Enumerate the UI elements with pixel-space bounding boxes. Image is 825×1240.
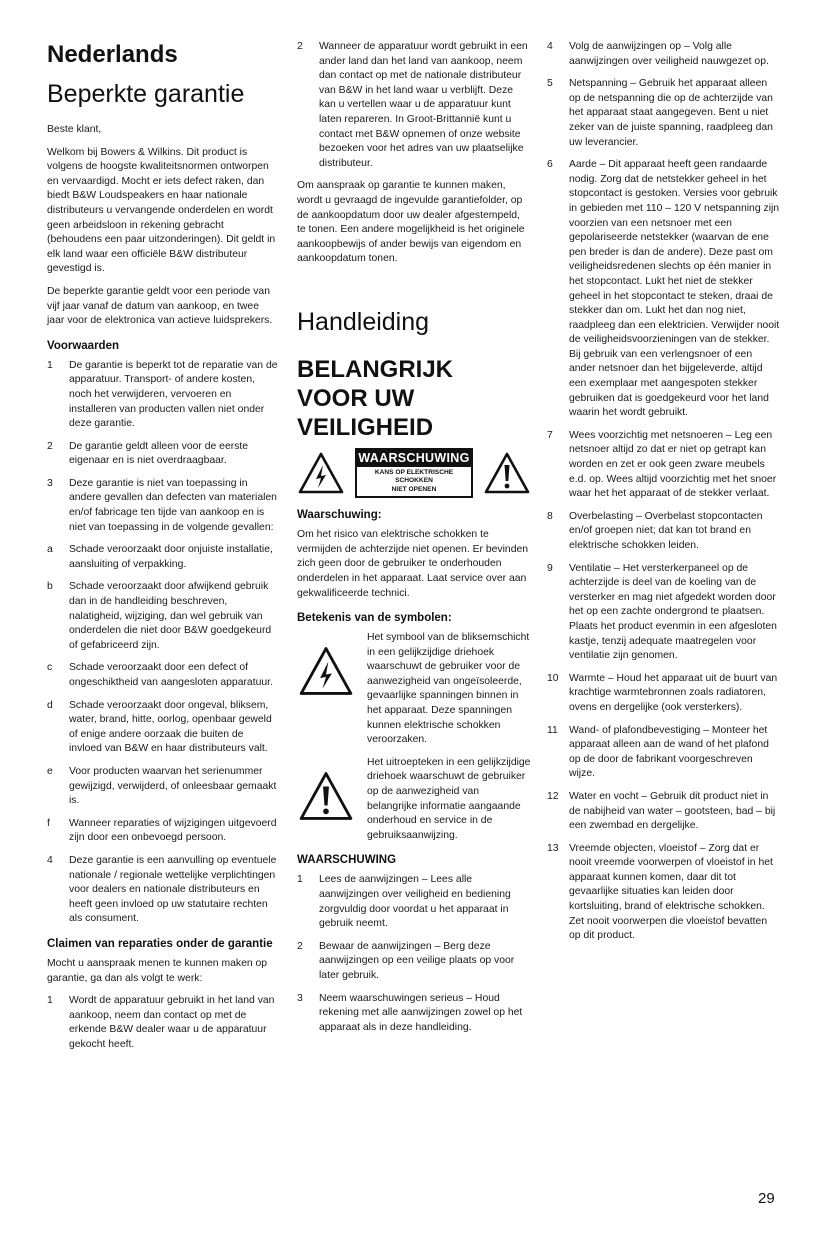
item-number: 3 [297, 992, 303, 1004]
symbol-exclaim-text: Het uitroepteken in een gelijkzijdige driehoek waarschuwt de gebruiker op de aanwezigheid van belangrijke informatie aangaande onderhoud en service in de gebruiksaanwijzing. [367, 756, 531, 841]
item-number: 4 [47, 854, 53, 866]
item-text: Overbelasting – Overbelast stopcontacten en/of groepen niet; dat kan tot brand en elektrische schokken leiden. [569, 510, 763, 551]
list-item [547, 790, 781, 834]
intro-paragraph: Welkom bij Bowers & Wilkins. Dit product is volgens de hoogste kwaliteitsnormen ontworpen en vervaardigd. Mocht er iets defect raken, dan biedt B&W Loudspeakers en haar nationale distributeurs u vervangende onderdelen en wordt geen arbeidsloon in rekening gebracht (behoudens een paar uitzonderingen). Dit geldt in elk land waar een officiële B&W distributeur gevestigd is. [47, 146, 276, 275]
item-text: De garantie geldt alleen voor de eerste eigenaar en is niet overdraagbaar. [69, 440, 249, 467]
warning-label-bottom [357, 467, 471, 496]
list-item [297, 40, 531, 171]
language-heading: Nederlands [47, 41, 178, 68]
warning-heading: Waarschuwing: [297, 509, 382, 522]
manual-title: Handleiding [297, 307, 430, 336]
item-number: 1 [297, 874, 303, 886]
item-number: 2 [47, 440, 53, 452]
caution-list [297, 873, 531, 1035]
item-number: 8 [547, 510, 553, 522]
warning-label-line: NIET OPENEN [391, 485, 437, 493]
item-number: b [47, 581, 53, 593]
safety-title-line: VOOR UW [297, 384, 415, 412]
list-item [47, 699, 279, 757]
list-item [547, 842, 781, 944]
warning-label-line: KANS OP ELEKTRISCHE SCHOKKEN [374, 468, 454, 485]
item-text: Ventilatie – Het versterkerpaneel op de achterzijde is deel van de koeling van de versterker en mag niet afgedekt worden door het op een zachte ondergrond te plaatsen. Plaats het product evenmin in een afgesloten kastje, tenzij adequate maatregelen voor ventilatie zijn genomen. [569, 562, 777, 662]
item-text: Wees voorzichtig met netsnoeren – Leg een netsnoer altijd zo dat er niet op getrapt kan worden en zet er ook geen zware meubels e.d. op. Wees altijd voorzichtig met het snoer waar het het apparaat of de stekker verlaat. [569, 429, 777, 500]
item-number: 4 [547, 41, 553, 52]
proof-paragraph: Om aanspraak op garantie te kunnen maken, wordt u gevraagd de ingevulde garantiefolder, op de aankoopdatum door uw dealer afgestempeld, te tonen. Een andere mogelijkheid is het originele aankoopbewijs of ander bewijs van eigendom en aankoopdatum tonen. [297, 180, 525, 265]
item-number: 2 [297, 940, 303, 952]
item-text: Wordt de apparatuur gebruikt in het land van aankoop, neem dan contact op met de erkende B&W dealer waar u de apparatuur gekocht heeft. [69, 995, 275, 1050]
item-number: c [47, 662, 53, 674]
item-number: 6 [547, 159, 553, 171]
list-item [297, 873, 531, 931]
warranty-title: Beperkte garantie [47, 80, 245, 108]
page-number: 29 [758, 1190, 775, 1207]
safety-list [547, 40, 781, 944]
list-item [547, 77, 781, 150]
item-text: Warmte – Houd het apparaat uit de buurt van krachtige warmtebronnen zoals radiatoren, ovens en dergelijke (ook versterkers). [569, 672, 778, 713]
item-text: Schade veroorzaakt door een defect of ongeschiktheid van aangesloten apparatuur. [69, 662, 273, 688]
list-item [47, 817, 279, 846]
warning-label-top: WAARSCHUWING [358, 450, 470, 465]
item-number: 5 [547, 78, 553, 90]
list-item [547, 510, 781, 554]
warning-text: Om het risico van elektrische schokken te vermijden de achterzijde niet openen. Er bevinden zich geen door de gebruiker te onderhouden onderdelen in het apparaat. Laat service over aan gekwalificeerde technici. [297, 529, 529, 599]
item-text: Neem waarschuwingen serieus – Houd rekening met alle aanwijzingen zowel op het apparaat als in deze handleiding. [319, 992, 523, 1033]
list-item [47, 994, 279, 1052]
item-number: e [47, 765, 53, 777]
list-item [47, 661, 279, 690]
symbol-lightning-text: Het symbool van de bliksemschicht in een gelijkzijdige driehoek waarschuwt de gebruiker voor de aanwezigheid van ongeïsoleerde, gevaarlijke spanningen binnen in het apparaat. Deze spanningen kunnen elektrische schokken veroorzaken. [367, 632, 530, 746]
list-item [47, 765, 279, 809]
safety-title-line: BELANGRIJK [297, 355, 454, 383]
item-number: f [47, 817, 50, 829]
lightning-triangle-icon [297, 451, 345, 495]
column-right [547, 40, 781, 952]
list-item [547, 672, 781, 716]
conditions-list [47, 359, 279, 927]
item-text: Deze garantie is niet van toepassing in andere gevallen dan defecten van materialen en/of fabricage ten tijde van aankoop en is niet van toepassing in de volgende gevallen: [69, 477, 277, 533]
item-text: Schade veroorzaakt door onjuiste installatie, aansluiting of verpakking. [69, 544, 273, 570]
item-number: 12 [547, 790, 559, 802]
safety-title [297, 355, 531, 442]
item-number: 11 [547, 724, 558, 736]
list-item [547, 158, 781, 421]
item-text: Wanneer de apparatuur wordt gebruikt in een ander land dan het land van aankoop, neem dan contact op met de nationale distributeur van B&W in het land waar u verblijft. Deze kan u vertellen waar u de apparatuur kunt laten repareren. In Groot-Brittannië kunt u contact met B&W opnemen of onze website bezoeken voor het adres van uw plaatselijke distributeur. [319, 41, 528, 169]
claims-intro: Mocht u aanspraak menen te kunnen maken op garantie, ga dan als volgt te werk: [47, 957, 268, 984]
claims-heading: Claimen van reparaties onder de garantie [47, 937, 273, 950]
item-number: 3 [47, 477, 53, 489]
item-number: 2 [297, 41, 303, 52]
item-text: Bewaar de aanwijzingen – Berg deze aanwijzingen op een veilige plaats op voor later gebruik. [319, 940, 515, 981]
item-number: 13 [547, 842, 559, 854]
item-text: Netspanning – Gebruik het apparaat alleen op de netspanning die op de achterzijde van het apparaat staat aangegeven. Bent u niet zeker van de juiste spanning, raadpleeg dan uw leverancier. [569, 78, 773, 148]
item-number: 10 [547, 672, 559, 684]
item-text: De garantie is beperkt tot de reparatie van de apparatuur. Transport- of andere kosten, noch het verwijderen, vervoeren en installeren van producten vallen niet onder deze garantie. [69, 359, 278, 430]
list-item [547, 562, 781, 664]
item-text: Schade veroorzaakt door afwijkend gebruik dan in de handleiding beschreven, nalatigheid, wijziging, dan wel gebruik van onderdelen die niet door B&W goedgekeurd of gefabriceerd zijn. [69, 581, 272, 651]
list-item [47, 854, 279, 927]
item-text: Wanneer reparaties of wijzigingen uitgevoerd zijn door een onbevoegd persoon. [69, 817, 277, 844]
list-item [47, 580, 279, 653]
lightning-triangle-icon [297, 645, 355, 697]
symbols-heading: Betekenis van de symbolen: [297, 612, 452, 625]
list-item [47, 359, 279, 432]
item-number: d [47, 699, 53, 711]
item-text: Deze garantie is een aanvulling op eventuele nationale / regionale wettelijke verplichtingen voor dealers en nationale distributeurs en heeft geen invloed op uw statutaire rechten als consument. [69, 854, 277, 925]
item-text: Schade veroorzaakt door ongeval, bliksem, water, brand, hitte, oorlog, openbaar geweld of enige andere oorzaak die buiten de invloed van B&W en haar distributeurs valt. [69, 699, 272, 755]
item-text: Lees de aanwijzingen – Lees alle aanwijzingen over veiligheid en bediening zorgvuldig door voordat u het apparaat in gebruik neemt. [319, 874, 511, 930]
list-item [47, 440, 279, 469]
caution-heading: WAARSCHUWING [297, 854, 397, 867]
exclamation-triangle-icon [483, 451, 531, 495]
item-text: Aarde – Dit apparaat heeft geen randaarde nodig. Zorg dat de netstekker geheel in het stopcontact is gestoken. Versies voor gebruik in gebieden met 110 – 120 V netspanning zijn voorzien van een netsnoer met een gepolariseerde netstekker (waarvan de ene pen breder is dan de andere). Deze past om veiligheidsredenen slechts op één manier in het stopcontact. Lukt het niet de stekker geheel in het stopcontact te steken, draai de stekker dan om. Lukt het dan nog niet, raadpleeg dan een elektricien. Verwijder nooit de veiligheidsvoorzieningen van de stekker. Bij gebruik van een verlengsnoer of een ander netsnoer dan het bijgeleverde, altijd een exemplaar met aangespoten stekker gebruiken dat is goedgekeurd voor het land waarin het wordt gebruikt. [569, 159, 780, 419]
warning-label-graphic [297, 448, 531, 498]
item-text: Voor producten waarvan het serienummer gewijzigd, verwijderd, of onleesbaar gemaakt is. [69, 765, 277, 807]
safety-title-line: VEILIGHEID [297, 413, 434, 441]
period-paragraph: De beperkte garantie geldt voor een periode van vijf jaar vanaf de datum van aankoop, en twee jaar voor de elektronica van actieve luidsprekers. [47, 285, 273, 327]
list-item [547, 40, 781, 69]
item-text: Vreemde objecten, vloeistof – Zorg dat er nooit vreemde voorwerpen of vloeistof in het apparaat kunnen komen, daar dit tot gevaarlijke situaties kan leiden door kortsluiting, brand of elektrische schokken. Zet nooit voorwerpen die vloeistof bevatten op dit product. [569, 842, 773, 942]
list-item [547, 724, 781, 782]
claims-list-continued [297, 40, 531, 171]
item-number: a [47, 544, 53, 556]
item-number: 1 [47, 359, 53, 371]
item-text: Volg de aanwijzingen op – Volg alle aanwijzingen over veiligheid nauwgezet op. [569, 41, 769, 67]
symbol-row [297, 631, 531, 748]
item-number: 7 [547, 429, 553, 441]
item-number: 1 [47, 995, 53, 1007]
list-item [47, 543, 279, 572]
list-item [547, 429, 781, 502]
symbol-row [297, 756, 531, 844]
warning-label [355, 448, 473, 498]
column-left [47, 40, 279, 1060]
conditions-heading: Voorwaarden [47, 339, 119, 352]
claims-list [47, 994, 279, 1052]
list-item [47, 477, 279, 535]
greeting-text: Beste klant, [47, 124, 102, 135]
item-number: 9 [547, 562, 553, 574]
exclamation-triangle-icon [297, 770, 355, 822]
list-item [297, 992, 531, 1036]
item-text: Water en vocht – Gebruik dit product niet in de nabijheid van water – gootsteen, bad – bij een zwembad en dergelijke. [569, 790, 776, 832]
column-middle [297, 40, 531, 1043]
list-item [297, 940, 531, 984]
item-text: Wand- of plafondbevestiging – Monteer het apparaat alleen aan de wand of het plafond op de door de fabrikant voorgeschreven wijze. [569, 724, 769, 780]
